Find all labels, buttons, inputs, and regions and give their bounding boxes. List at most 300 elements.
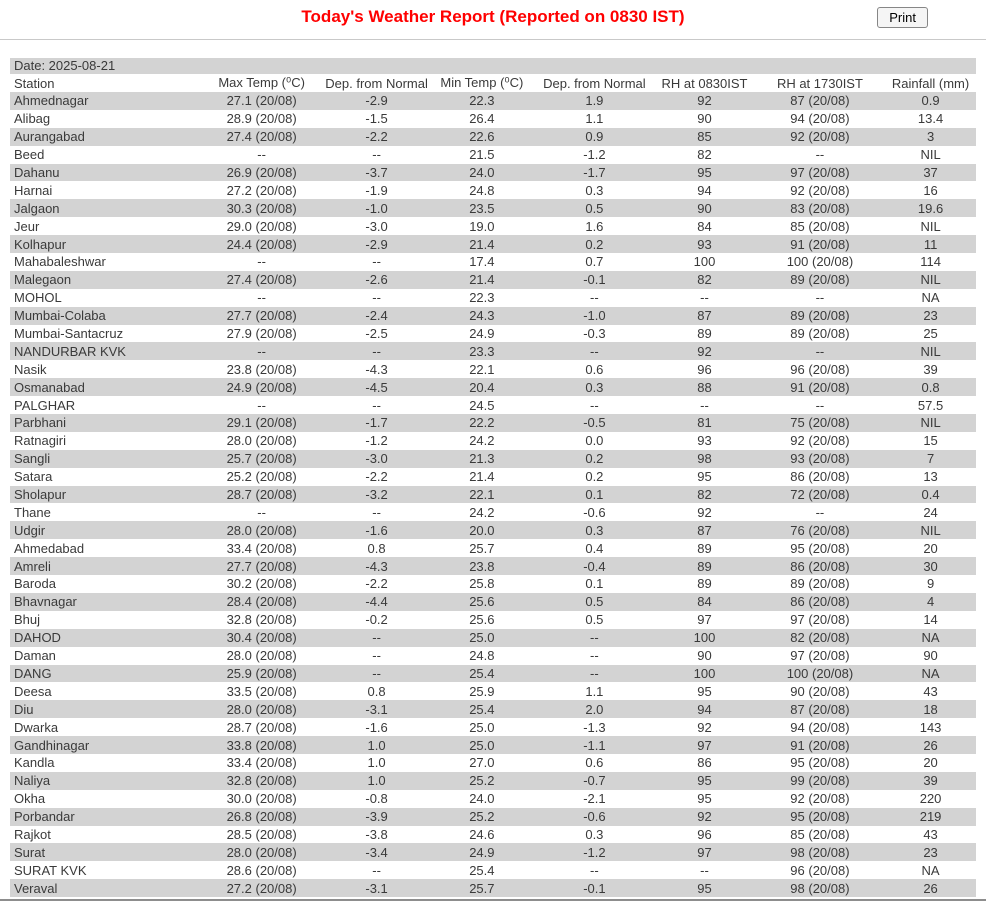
min-temp-cell: 23.5 (469, 200, 495, 216)
station-cell: Naliya (14, 773, 51, 789)
dep-min-cell: -1.0 (583, 308, 606, 324)
rainfall-cell: 0.9 (921, 93, 940, 109)
col-header-dep-max: Dep. from Normal (325, 75, 428, 91)
station-cell: Aurangabad (14, 129, 85, 145)
min-temp-cell: 23.8 (469, 558, 495, 574)
rainfall-cell: 114 (920, 254, 941, 270)
rh-0830-cell: 90 (697, 111, 712, 127)
max-temp-cell: 30.0 (20/08) (226, 791, 297, 807)
rh-0830-cell: 90 (697, 648, 712, 664)
station-cell: DAHOD (14, 630, 61, 646)
station-cell: Ratnagiri (14, 433, 67, 449)
station-cell: Rajkot (14, 826, 51, 842)
table-row (10, 92, 976, 110)
rh-1730-cell: 98 (20/08) (790, 844, 850, 860)
station-cell: Thane (14, 504, 51, 520)
dep-max-cell: -1.6 (365, 719, 388, 735)
rh-0830-cell: 94 (697, 701, 712, 717)
table-row (10, 861, 976, 879)
table-row (10, 575, 976, 593)
rh-0830-cell: 92 (697, 343, 712, 359)
min-temp-cell: 19.0 (469, 218, 495, 234)
max-temp-cell: 27.7 (20/08) (226, 308, 297, 324)
dep-min-cell: 0.3 (585, 522, 604, 538)
table-row (10, 110, 976, 128)
dep-max-cell: 0.8 (367, 683, 386, 699)
rh-1730-cell: 92 (20/08) (790, 182, 850, 198)
rh-1730-cell: 89 (20/08) (790, 272, 850, 288)
dep-max-cell: -1.9 (365, 182, 388, 198)
rainfall-cell: 30 (923, 558, 938, 574)
station-cell: Mumbai-Santacruz (14, 326, 124, 342)
dep-max-cell: -3.0 (365, 451, 388, 467)
station-cell: Diu (14, 701, 34, 717)
rainfall-cell: 23 (923, 844, 938, 860)
dep-min-cell: -1.2 (583, 147, 606, 163)
max-temp-cell: 32.8 (20/08) (226, 612, 297, 628)
min-temp-cell: 20.4 (469, 379, 495, 395)
station-cell: Dahanu (14, 165, 60, 180)
dep-max-cell: -1.7 (365, 415, 388, 431)
rh-1730-cell: 87 (20/08) (790, 701, 850, 717)
rh-0830-cell: 95 (697, 469, 712, 485)
station-cell: Veraval (14, 880, 58, 896)
max-temp-cell: 28.7 (20/08) (226, 719, 297, 735)
dep-min-cell: 0.5 (585, 612, 604, 628)
dep-min-cell: -- (590, 862, 599, 878)
dep-min-cell: 0.3 (585, 379, 604, 395)
min-temp-cell: 24.5 (469, 397, 495, 413)
rh-1730-cell: 95 (20/08) (790, 755, 850, 771)
dep-max-cell: -4.5 (365, 379, 388, 395)
rh-0830-cell: 100 (693, 665, 716, 681)
rh-0830-cell: -- (700, 862, 709, 878)
min-temp-cell: 25.8 (469, 576, 495, 592)
dep-max-cell: -- (372, 504, 381, 520)
rh-1730-cell: 76 (20/08) (790, 522, 850, 538)
rh-1730-cell: -- (815, 504, 825, 520)
max-temp-cell: 26.9 (20/08) (226, 165, 297, 180)
dep-min-cell: -0.5 (583, 415, 606, 431)
rainfall-cell: 90 (923, 648, 938, 664)
max-temp-cell: 24.4 (20/08) (226, 236, 297, 252)
rh-1730-cell: 93 (20/08) (790, 451, 850, 467)
dep-max-cell: -2.2 (365, 576, 388, 592)
table-row (10, 557, 976, 575)
rh-0830-cell: 96 (697, 826, 712, 842)
rh-1730-cell: 94 (20/08) (790, 719, 850, 735)
rh-1730-cell: 95 (20/08) (790, 540, 850, 556)
col-header-station: Station (14, 75, 55, 91)
dep-min-cell: 0.2 (585, 451, 604, 467)
weather-table (10, 74, 976, 897)
station-cell: MOHOL (14, 290, 62, 306)
rh-0830-cell: 89 (697, 540, 712, 556)
min-temp-cell: 25.9 (469, 683, 495, 699)
rainfall-cell: NIL (920, 147, 941, 163)
max-temp-cell: 30.2 (20/08) (226, 576, 297, 592)
rh-0830-cell: 96 (697, 361, 712, 377)
station-cell: Udgir (14, 522, 46, 538)
rainfall-cell: 39 (923, 773, 938, 789)
rainfall-cell: NIL (920, 218, 941, 234)
min-temp-cell: 22.6 (469, 129, 495, 145)
max-temp-cell: 23.8 (20/08) (226, 361, 297, 377)
station-cell: Ahmedabad (14, 540, 85, 556)
rainfall-cell: 14 (923, 612, 938, 628)
station-cell: Nasik (14, 361, 47, 377)
station-cell: Sholapur (14, 487, 67, 503)
min-temp-cell: 24.9 (469, 326, 495, 342)
dep-min-cell: 2.0 (585, 701, 604, 717)
table-row (10, 342, 976, 360)
max-temp-cell: -- (257, 397, 266, 413)
rh-0830-cell: 97 (697, 612, 712, 628)
max-temp-cell: 30.3 (20/08) (226, 200, 297, 216)
dep-min-cell: -- (590, 397, 599, 413)
table-row (10, 808, 976, 826)
min-temp-cell: 22.3 (469, 290, 495, 306)
dep-min-cell: -1.1 (583, 737, 606, 753)
max-temp-cell: 28.0 (20/08) (226, 844, 297, 860)
table-row (10, 826, 976, 844)
rainfall-cell: 0.8 (921, 379, 940, 395)
rh-0830-cell: 84 (697, 218, 712, 234)
rh-0830-cell: 92 (697, 719, 712, 735)
max-temp-cell: 27.4 (20/08) (226, 129, 297, 145)
min-temp-cell: 21.4 (469, 469, 495, 485)
table-row (10, 181, 976, 199)
rh-0830-cell: 84 (697, 594, 712, 610)
table-row (10, 611, 976, 629)
station-cell: Mahabaleshwar (14, 254, 106, 270)
rh-1730-cell: 97 (20/08) (790, 612, 850, 628)
rh-0830-cell: 95 (697, 791, 712, 807)
max-temp-cell: 28.7 (20/08) (226, 487, 297, 503)
min-temp-cell: 21.4 (469, 236, 495, 252)
min-temp-cell: 21.3 (469, 451, 495, 467)
table-row (10, 718, 976, 736)
rainfall-cell: NA (921, 665, 940, 681)
print-button[interactable]: Print (877, 7, 928, 28)
rainfall-cell: 0.4 (921, 487, 940, 503)
rh-0830-cell: 89 (697, 326, 712, 342)
rainfall-cell: NA (921, 290, 940, 306)
rh-0830-cell: 89 (697, 576, 712, 592)
rainfall-cell: 11 (923, 236, 938, 252)
min-temp-cell: 21.4 (469, 272, 495, 288)
rainfall-cell: 219 (919, 809, 942, 825)
max-temp-cell: 24.9 (20/08) (226, 379, 297, 395)
min-temp-cell: 27.0 (469, 755, 495, 771)
max-temp-cell: 25.2 (20/08) (226, 469, 297, 485)
min-temp-cell: 24.0 (469, 165, 495, 180)
rh-0830-cell: 98 (697, 451, 712, 467)
rainfall-cell: 16 (923, 182, 938, 198)
station-cell: DANG (14, 665, 52, 681)
dep-min-cell: -- (590, 343, 599, 359)
rh-0830-cell: 87 (697, 522, 712, 538)
dep-min-cell: 0.1 (585, 487, 604, 503)
table-row (10, 432, 976, 450)
report-table-container (10, 58, 976, 897)
rainfall-cell: 9 (926, 576, 935, 592)
dep-min-cell: 0.4 (585, 540, 604, 556)
max-temp-cell: 27.7 (20/08) (226, 558, 297, 574)
dep-max-cell: -3.2 (365, 487, 388, 503)
table-row (10, 217, 976, 235)
max-temp-cell: 27.9 (20/08) (226, 326, 297, 342)
max-temp-cell: 33.4 (20/08) (226, 540, 297, 556)
dep-max-cell: -1.6 (365, 522, 388, 538)
rh-0830-cell: 95 (697, 773, 712, 789)
report-date: Date: 2025-08-21 (10, 58, 976, 74)
rainfall-cell: 43 (923, 683, 938, 699)
dep-max-cell: -2.9 (365, 93, 388, 109)
rh-0830-cell: 97 (697, 737, 712, 753)
dep-max-cell: -0.2 (365, 612, 388, 628)
rainfall-cell: 26 (923, 737, 938, 753)
rh-0830-cell: -- (700, 290, 709, 306)
max-temp-cell: 28.0 (20/08) (226, 433, 297, 449)
max-temp-cell: 28.0 (20/08) (226, 701, 297, 717)
rainfall-cell: 20 (923, 540, 938, 556)
dep-max-cell: -3.1 (365, 880, 388, 896)
dep-max-cell: -- (372, 862, 381, 878)
station-cell: Bhuj (14, 612, 41, 628)
rainfall-cell: 13 (923, 469, 938, 485)
max-temp-cell: 26.8 (20/08) (226, 809, 297, 825)
rh-0830-cell: 100 (693, 630, 716, 646)
dep-max-cell: -- (372, 343, 381, 359)
rainfall-cell: 43 (923, 826, 938, 842)
min-temp-cell: 25.6 (469, 612, 495, 628)
rh-0830-cell: 94 (697, 182, 712, 198)
rh-0830-cell: 93 (697, 433, 712, 449)
col-header-min-temp: Min Temp (⁰C) (440, 75, 524, 90)
rh-1730-cell: 87 (20/08) (790, 93, 850, 109)
station-cell: SURAT KVK (14, 862, 87, 878)
rh-0830-cell: 89 (697, 558, 712, 574)
min-temp-cell: 20.0 (469, 522, 495, 538)
dep-max-cell: -1.2 (365, 433, 388, 449)
rh-1730-cell: 99 (20/08) (790, 773, 850, 789)
dep-min-cell: -0.6 (583, 809, 606, 825)
rh-0830-cell: 86 (697, 755, 712, 771)
station-cell: Satara (14, 469, 53, 485)
rainfall-cell: 143 (919, 719, 942, 735)
rainfall-cell: 4 (926, 594, 935, 610)
rh-0830-cell: 100 (693, 254, 716, 270)
rainfall-cell: NIL (920, 415, 941, 431)
max-temp-cell: 33.4 (20/08) (226, 755, 297, 771)
station-cell: PALGHAR (14, 397, 76, 413)
rh-1730-cell: 91 (20/08) (790, 236, 850, 252)
table-row (10, 378, 976, 396)
max-temp-cell: -- (257, 343, 266, 359)
dep-max-cell: -2.4 (365, 308, 388, 324)
station-cell: Osmanabad (14, 379, 85, 395)
table-row (10, 647, 976, 665)
station-cell: Malegaon (14, 272, 72, 288)
table-row (10, 450, 976, 468)
station-cell: Ahmednagar (14, 93, 89, 109)
station-cell: Surat (14, 844, 46, 860)
rh-1730-cell: 86 (20/08) (790, 594, 850, 610)
col-header-rh-1730: RH at 1730IST (776, 75, 863, 91)
rh-1730-cell: 96 (20/08) (790, 862, 850, 878)
rh-1730-cell: -- (815, 343, 825, 359)
dep-min-cell: -0.3 (583, 326, 606, 342)
dep-max-cell: -1.0 (365, 200, 388, 216)
rainfall-cell: 13.4 (917, 111, 944, 127)
rh-0830-cell: 85 (697, 129, 712, 145)
dep-min-cell: -0.6 (583, 504, 606, 520)
dep-min-cell: 0.6 (585, 361, 604, 377)
dep-max-cell: -- (372, 648, 381, 664)
station-cell: Amreli (14, 558, 51, 574)
rainfall-cell: 220 (919, 791, 942, 807)
rh-0830-cell: 93 (697, 236, 712, 252)
rainfall-cell: 15 (923, 433, 938, 449)
rh-1730-cell: 96 (20/08) (790, 361, 850, 377)
col-header-rh-0830: RH at 0830IST (661, 75, 748, 91)
dep-min-cell: 0.5 (585, 200, 604, 216)
dep-max-cell: -3.0 (365, 218, 388, 234)
rh-1730-cell: 97 (20/08) (790, 165, 850, 180)
rh-0830-cell: 82 (697, 272, 712, 288)
dep-min-cell: 1.6 (585, 218, 604, 234)
rainfall-cell: 57.5 (917, 397, 944, 413)
dep-max-cell: -4.3 (365, 361, 388, 377)
station-cell: Sangli (14, 451, 51, 467)
station-cell: Kandla (14, 755, 55, 771)
rh-1730-cell: 91 (20/08) (790, 379, 850, 395)
rh-0830-cell: 82 (697, 487, 712, 503)
rh-1730-cell: 91 (20/08) (790, 737, 850, 753)
col-header-dep-min: Dep. from Normal (543, 75, 646, 91)
rh-0830-cell: 82 (697, 147, 712, 163)
dep-max-cell: -2.6 (365, 272, 388, 288)
rh-0830-cell: -- (700, 397, 709, 413)
dep-min-cell: 0.0 (585, 433, 604, 449)
min-temp-cell: 25.0 (469, 630, 495, 646)
table-row (10, 790, 976, 808)
table-row (10, 253, 976, 271)
rainfall-cell: NIL (920, 522, 941, 538)
table-header-row (10, 74, 976, 92)
rainfall-cell: 25 (923, 326, 938, 342)
station-cell: Deesa (14, 683, 52, 699)
station-cell: Parbhani (14, 415, 67, 431)
table-row (10, 754, 976, 772)
rainfall-cell: 20 (923, 755, 938, 771)
dep-max-cell: 1.0 (367, 755, 386, 771)
station-cell: Alibag (14, 111, 51, 127)
dep-max-cell: -- (372, 147, 381, 163)
station-cell: Porbandar (14, 809, 75, 825)
rainfall-cell: 19.6 (917, 200, 944, 216)
dep-min-cell: 1.1 (585, 111, 604, 127)
rh-1730-cell: 98 (20/08) (790, 880, 850, 896)
station-cell: Mumbai-Colaba (14, 308, 106, 324)
dep-min-cell: -0.1 (583, 272, 606, 288)
table-row (10, 503, 976, 521)
rh-1730-cell: 86 (20/08) (790, 558, 850, 574)
dep-min-cell: 0.9 (585, 129, 604, 145)
min-temp-cell: 21.5 (469, 147, 495, 163)
station-cell: Baroda (14, 576, 56, 592)
dep-max-cell: -4.4 (365, 594, 388, 610)
min-temp-cell: 25.2 (469, 809, 495, 825)
table-row (10, 325, 976, 343)
dep-min-cell: -- (590, 648, 599, 664)
station-cell: Bhavnagar (14, 594, 77, 610)
dep-min-cell: -1.7 (583, 165, 606, 180)
min-temp-cell: 22.3 (469, 93, 495, 109)
rh-1730-cell: -- (815, 290, 825, 306)
max-temp-cell: 33.5 (20/08) (226, 683, 297, 699)
min-temp-cell: 24.3 (469, 308, 495, 324)
table-row (10, 521, 976, 539)
rh-1730-cell: 82 (20/08) (790, 630, 850, 646)
table-row (10, 396, 976, 414)
min-temp-cell: 22.1 (469, 361, 495, 377)
min-temp-cell: 25.7 (469, 880, 495, 896)
max-temp-cell: 29.1 (20/08) (226, 415, 297, 431)
rh-0830-cell: 87 (697, 308, 712, 324)
max-temp-cell: 27.2 (20/08) (226, 880, 297, 896)
table-row (10, 539, 976, 557)
dep-max-cell: -1.5 (365, 111, 388, 127)
dep-max-cell: -2.5 (365, 326, 388, 342)
max-temp-cell: -- (257, 504, 266, 520)
dep-max-cell: -3.4 (365, 844, 388, 860)
rainfall-cell: NA (921, 630, 940, 646)
min-temp-cell: 25.0 (469, 719, 495, 735)
dep-min-cell: 1.9 (585, 93, 604, 109)
min-temp-cell: 24.8 (469, 648, 495, 664)
rh-1730-cell: 100 (20/08) (786, 665, 854, 681)
table-row (10, 128, 976, 146)
title-bar (0, 0, 986, 39)
dep-max-cell: -4.3 (365, 558, 388, 574)
dep-max-cell: 1.0 (367, 773, 386, 789)
table-row (10, 360, 976, 378)
dep-min-cell: -0.4 (583, 558, 606, 574)
table-row (10, 682, 976, 700)
dep-min-cell: 0.2 (585, 469, 604, 485)
table-row (10, 593, 976, 611)
rh-0830-cell: 90 (697, 200, 712, 216)
dep-max-cell: -3.1 (365, 701, 388, 717)
rh-0830-cell: 95 (697, 683, 712, 699)
table-row (10, 772, 976, 790)
dep-max-cell: -2.9 (365, 236, 388, 252)
min-temp-cell: 22.1 (469, 487, 495, 503)
dep-max-cell: -3.9 (365, 809, 388, 825)
rh-1730-cell: 94 (20/08) (790, 111, 850, 127)
dep-min-cell: -- (590, 290, 599, 306)
station-cell: Okha (14, 791, 46, 807)
rainfall-cell: 39 (923, 361, 938, 377)
dep-min-cell: -1.3 (583, 719, 606, 735)
dep-max-cell: -- (372, 665, 381, 681)
min-temp-cell: 25.4 (469, 665, 495, 681)
dep-min-cell: 0.3 (585, 826, 604, 842)
min-temp-cell: 24.0 (469, 791, 495, 807)
rainfall-cell: NIL (920, 272, 941, 288)
